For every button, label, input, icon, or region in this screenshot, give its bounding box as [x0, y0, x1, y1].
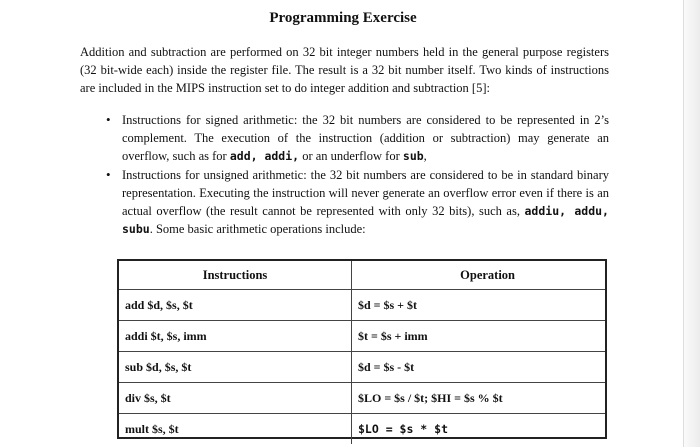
- page-title: Programming Exercise: [269, 10, 417, 26]
- bullet-unsigned-arithmetic: [101, 166, 609, 238]
- intro-paragraph: Addition and subtraction are performed on 32 bit integer numbers held in the general purpose registers (32 bit-wide each) inside the register file. The result is a 32 bit number itself. Two kinds of instructions are included in the MIPS instruction set to do integer addition and subtraction [5]:: [80, 45, 609, 95]
- table-row: [119, 383, 605, 414]
- code-addiu-addu-subu: addiu, addu, subu: [122, 204, 609, 236]
- table-row: [119, 321, 605, 352]
- bullet-end-text: . Some basic arithmetic operations include:: [149, 222, 366, 236]
- table-row: [119, 290, 605, 321]
- instruction-cell: addi $t, $s, imm: [119, 321, 352, 352]
- instructions-header: Instructions: [119, 261, 352, 290]
- instruction-cell: mult $s, $t: [119, 414, 352, 445]
- table-row: [119, 414, 605, 445]
- bullet-text: Instructions for signed arithmetic: the 32 bit numbers are considered to be represented in 2’s complement. The execution of the instruction (addition or subtraction) may generate an overflow, such as for: [122, 113, 609, 163]
- bullet-end-text: ,: [423, 149, 427, 163]
- instruction-cell: div $s, $t: [119, 383, 352, 414]
- code-sub: sub: [402, 149, 424, 163]
- operation-header: Operation: [352, 261, 606, 290]
- bullet-icon: •: [106, 167, 111, 182]
- instruction-table: [117, 259, 607, 439]
- bullet-icon: •: [106, 112, 111, 127]
- code-add-addi: add, addi,: [229, 149, 300, 163]
- operation-cell: $LO = $s * $t: [358, 422, 449, 436]
- instruction-cell: add $d, $s, $t: [119, 290, 352, 321]
- operation-cell: $d = $s + $t: [352, 290, 606, 321]
- operation-cell: $LO = $s / $t; $HI = $s % $t: [352, 383, 606, 414]
- operation-cell: $t = $s + imm: [352, 321, 606, 352]
- operation-cell: $d = $s - $t: [352, 352, 606, 383]
- bullet-list: [101, 111, 609, 239]
- operations-table: [119, 261, 605, 444]
- page-edge-shadow: [683, 0, 700, 447]
- bullet-middle-text: or an underflow for: [302, 149, 400, 163]
- bullet-text: Instructions for unsigned arithmetic: the 32 bit numbers are considered to be in standard binary representation. Executing the instruction will never generate an overflow error even if there is an actual overflow (the result cannot be represented with only 32 bits), such as,: [122, 168, 609, 218]
- instruction-cell: sub $d, $s, $t: [119, 352, 352, 383]
- table-header-row: [119, 261, 605, 290]
- bullet-signed-arithmetic: [101, 111, 609, 165]
- table-row: [119, 352, 605, 383]
